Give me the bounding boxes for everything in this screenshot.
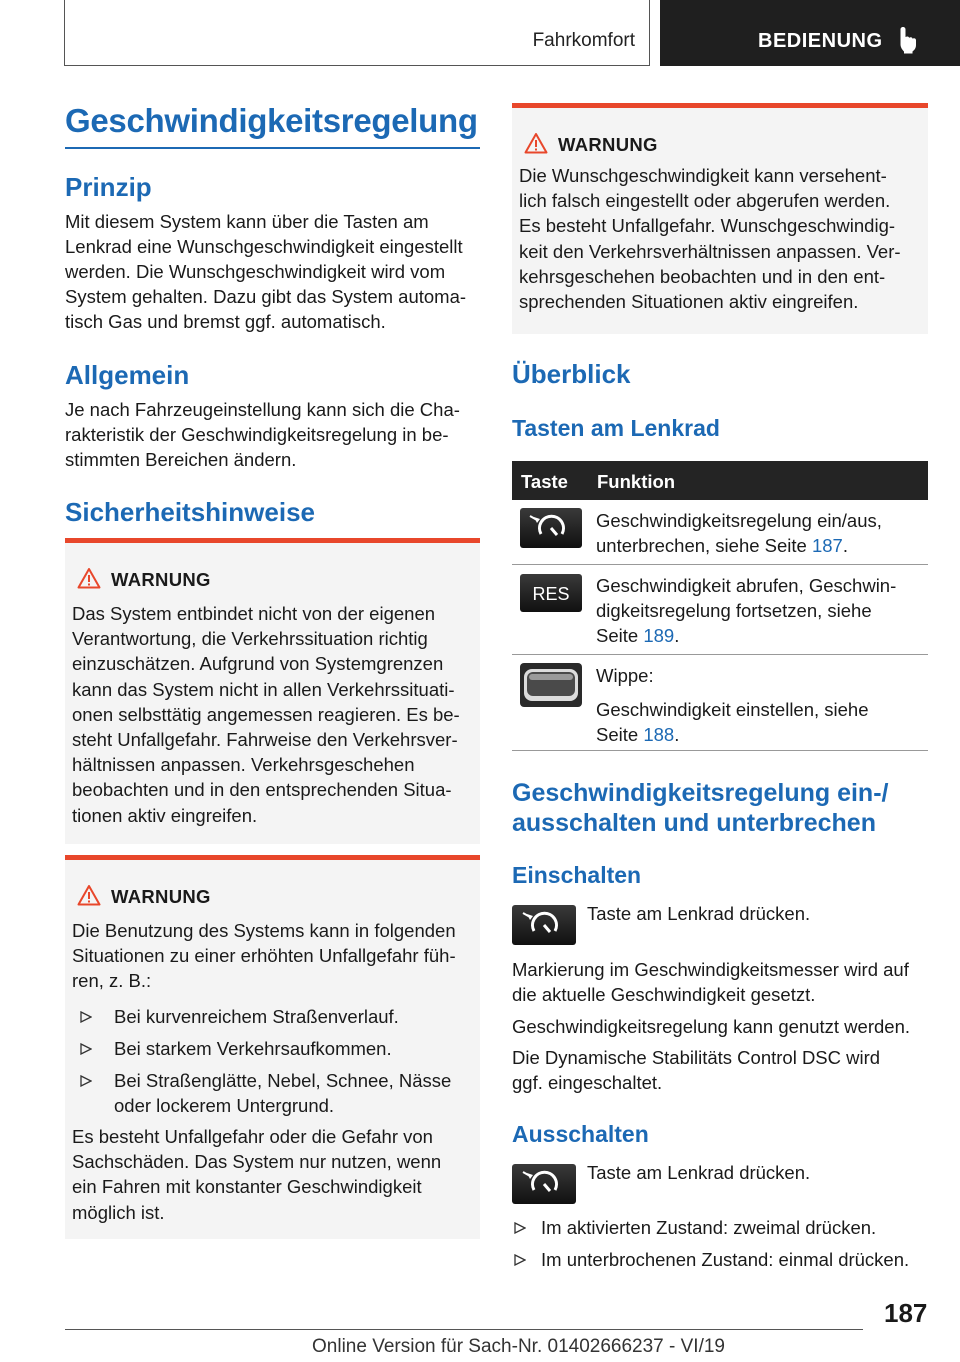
heading-prinzip: Prinzip [65,172,152,202]
header-section-title: Fahrkomfort [532,30,635,51]
warning-title: WARNUNG [111,886,211,907]
heading-sicherheitshinweise: Sicherheitshinweise [65,497,315,527]
header-chapter-box [660,0,960,66]
page-number: 187 [884,1298,928,1328]
title-rule [65,147,480,149]
res-button-icon [520,574,582,612]
cruise-control-icon [512,1164,576,1204]
table-header [512,461,928,500]
warning-text: Die Wunschgeschwindigkeit kann versehent‐ lich falsch eingestellt oder abgerufen werden. Es besteht Unfallgefahr. Wunschgeschwindig‐ keit den Verkehrsverhältnissen anpassen. Ver‐ kehrsgeschehen beobachten und in den ent‐ sprechenden Situationen aktiv eingreifen. [519,165,901,313]
allgemein-text: Je nach Fahrzeugeinstellung kann sich die Cha‐ rakteristik der Geschwindigkeitsregelung in be‐ stimmten Bereichen ändern. [65,399,460,470]
warning-intro: Die Benutzung des Systems kann in folgenden Situationen zu einer erhöhten Unfallgefahr füh‐ ren, z. B.: [72,920,456,992]
cruise-control-icon [512,905,576,945]
page-title: Geschwindigkeitsregelung [65,102,478,139]
page-link[interactable]: 189 [643,625,675,646]
table-row [512,500,928,565]
column-header-taste: Taste [521,471,568,492]
page-link[interactable]: 188 [643,724,675,745]
table-row [512,565,928,655]
pointing-hand-icon [898,26,920,54]
warning-outro: Es besteht Unfallgefahr oder die Gefahr von Sachschäden. Das System nur nutzen, wenn ein Fahren mit konstanter Geschwindigkeit möglich ist. [72,1126,442,1223]
bullet-triangle-icon [80,1043,92,1055]
table-row [512,655,928,751]
footer-online-version: Online Version für Sach-Nr. 01402666237 - VI/19 [312,1336,725,1357]
warning-triangle-icon [524,132,548,154]
ausschalten-key-text: Taste am Lenkrad drücken. [587,1162,811,1183]
warning-box-2: WARNUNG Die Benutzung des Systems kann in folgenden Situationen zu einer erhöhten Unfallgefahr füh‐ ren, z. B.: Bei kurvenreichem Straßenverlauf. Bei starkem Verkehrsaufkommen. Bei Straßenglätte, Nebel, Schnee, Nässe oder lockerem Untergrund. Es besteht Unfallgefahr oder die Gefahr von Sachschäden. Das System nur nutzen, wenn ein Fahren mit konstanter Geschwindigkeit möglich ist. [65,855,480,1239]
heading-ein-ausschalten: Geschwindigkeitsregelung ein-/ ausschalten und unterbrechen [512,779,889,837]
heading-allgemein: Allgemein [65,360,190,390]
warning-title: WARNUNG [558,134,658,155]
header-chapter-title: BEDIENUNG [758,30,883,52]
heading-tasten: Tasten am Lenkrad [512,415,720,441]
bullet-triangle-icon [514,1254,526,1266]
page-link[interactable]: 187 [811,535,843,556]
einschalten-key-text: Taste am Lenkrad drücken. [587,903,811,924]
column-header-funktion: Funktion [597,471,676,492]
warning-box-1 [65,538,480,844]
footer-rule [65,1329,863,1330]
res-key-label: RES [532,584,570,604]
function-text: Wippe: Geschwindigkeit einstellen, siehe Seite 188. [596,665,869,745]
warning-triangle-icon [77,884,101,906]
einschalten-text-3: Die Dynamische Stabilitäts Control DSC wird ggf. eingeschaltet. [512,1047,881,1093]
heading-ueberblick: Überblick [512,359,631,389]
warning-triangle-icon [77,567,101,589]
function-text: Geschwindigkeit abrufen, Geschwin‐ digkeitsregelung fortsetzen, siehe Seite 189. [596,575,897,646]
prinzip-text: Mit diesem System kann über die Tasten am Lenkrad eine Wunschgeschwindigkeit eingestellt werden. Die Wunschgeschwindigkeit wird vom System gehalten. Dazu gibt das System automa‐ tisch Gas und bremst ggf. automatisch. [65,211,467,332]
bullet-triangle-icon [514,1222,526,1234]
warning-box-3 [512,103,928,334]
function-text: Geschwindigkeitsregelung ein/aus, unterbrechen, siehe Seite 187. [596,510,882,556]
header-section-box [64,0,650,66]
bullet-triangle-icon [80,1011,92,1023]
bullet-triangle-icon [80,1075,92,1087]
heading-einschalten: Einschalten [512,862,642,888]
cruise-control-icon [520,508,582,548]
warning-title: WARNUNG [111,569,211,590]
rocker-switch-icon [520,663,582,707]
einschalten-text-1: Markierung im Geschwindigkeitsmesser wird auf die aktuelle Geschwindigkeit gesetzt. [512,959,909,1005]
heading-ausschalten: Ausschalten [512,1121,649,1147]
einschalten-text-2: Geschwindigkeitsregelung kann genutzt werden. [512,1016,910,1037]
warning-text: Das System entbindet nicht von der eigenen Verantwortung, die Verkehrssituation richtig einzuschätzen. Aufgrund von Systemgrenzen kann das System nicht in allen Verkehrssituati‐ onen selbsttätig angemessen reagieren. Es be‐ steht Unfallgefahr. Fahrweise den Verkehrsver‐ hältnissen anpassen. Verkehrsgeschehen beobachten und in den entsprechenden Situa‐ tionen aktiv eingreifen. [72,603,460,826]
